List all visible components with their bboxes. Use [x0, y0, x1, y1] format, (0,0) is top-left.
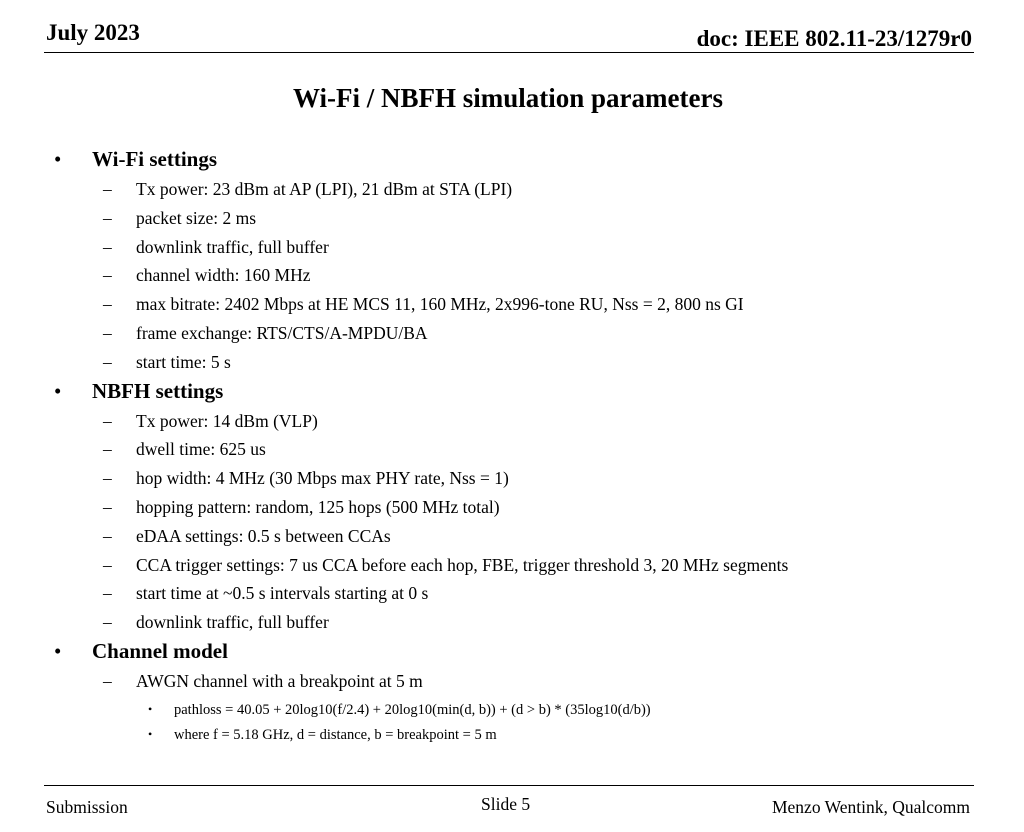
sub-list-item — [0, 723, 1000, 748]
dash-icon: – — [103, 207, 112, 228]
dash-icon: – — [103, 670, 112, 691]
header-date: July 2023 — [46, 20, 140, 45]
dash-icon: – — [103, 439, 112, 460]
sub-list-item — [0, 698, 1000, 723]
dash-icon: – — [103, 179, 112, 199]
list-item-text: AWGN channel with a breakpoint at 5 m — [136, 670, 423, 691]
section-channel-heading — [0, 639, 1000, 669]
list-item-text: Tx power: 14 dBm (VLP) — [136, 410, 318, 431]
list-item — [0, 553, 1000, 582]
bullet-icon: • — [54, 378, 62, 403]
slide-content — [0, 147, 1000, 748]
bullet-icon: • — [148, 701, 153, 716]
list-item — [0, 669, 1000, 698]
list-item — [0, 437, 1000, 466]
list-item — [0, 206, 1000, 235]
dash-icon: – — [103, 468, 112, 489]
list-item — [0, 263, 1000, 292]
list-item — [0, 610, 1000, 639]
section-heading: Channel model — [92, 638, 228, 663]
list-item-text: Tx power: 23 dBm at AP (LPI), 21 dBm at STA (LPI) — [136, 179, 513, 199]
dash-icon: – — [103, 554, 112, 575]
list-item — [0, 321, 1000, 350]
sub-list-item-text: where f = 5.18 GHz, d = distance, b = breakpoint = 5 m — [174, 726, 497, 743]
header-rule — [44, 52, 974, 53]
dash-icon: – — [103, 612, 112, 633]
list-item-text: downlink traffic, full buffer — [136, 236, 329, 257]
list-item — [0, 409, 1000, 438]
list-item-text: hop width: 4 MHz (30 Mbps max PHY rate, Nss = 1) — [136, 468, 509, 489]
dash-icon: – — [103, 525, 112, 546]
dash-icon: – — [103, 265, 112, 286]
dash-icon: – — [103, 496, 112, 517]
section-heading: Wi-Fi settings — [92, 147, 218, 171]
footer-author: Menzo Wentink, Qualcomm — [771, 797, 970, 817]
list-item-text: channel width: 160 MHz — [136, 265, 311, 286]
list-item — [0, 350, 1000, 379]
list-item — [0, 177, 1000, 206]
list-item — [0, 466, 1000, 495]
dash-icon: – — [103, 294, 112, 315]
list-item-text: max bitrate: 2402 Mbps at HE MCS 11, 160 MHz, 2x996-tone RU, Nss = 2, 800 ns GI — [136, 294, 744, 315]
header-doc-id: doc: IEEE 802.11-23/1279r0 — [696, 26, 972, 51]
list-item-text: hopping pattern: random, 125 hops (500 MHz total) — [136, 496, 500, 517]
list-item — [0, 495, 1000, 524]
section-nbfh-heading — [0, 379, 1000, 409]
section-wifi-heading — [0, 147, 1000, 177]
dash-icon: – — [103, 322, 112, 343]
footer-submission: Submission — [46, 797, 128, 817]
dash-icon: – — [103, 410, 112, 431]
footer-slide-number: Slide 5 — [481, 794, 531, 814]
list-item-text: CCA trigger settings: 7 us CCA before each hop, FBE, trigger threshold 3, 20 MHz segments — [136, 554, 789, 575]
list-item-text: frame exchange: RTS/CTS/A-MPDU/BA — [136, 322, 428, 343]
section-heading: NBFH settings — [92, 378, 224, 403]
dash-icon: – — [103, 351, 112, 372]
bullet-icon: • — [54, 147, 62, 171]
slide-title: Wi-Fi / NBFH simulation parameters — [293, 83, 723, 113]
list-item-text: downlink traffic, full buffer — [136, 612, 329, 633]
list-item — [0, 235, 1000, 264]
list-item-text: dwell time: 625 us — [136, 439, 266, 460]
dash-icon: – — [103, 236, 112, 257]
dash-icon: – — [103, 583, 112, 604]
bullet-icon: • — [148, 726, 153, 741]
list-item — [0, 524, 1000, 553]
bullet-icon: • — [54, 638, 62, 663]
footer-rule — [44, 785, 974, 786]
list-item-text: start time: 5 s — [136, 351, 231, 372]
sub-list-item-text: pathloss = 40.05 + 20log10(f/2.4) + 20log10(min(d, b)) + (d > b) * (35log10(d/b)) — [174, 701, 651, 718]
list-item-text: start time at ~0.5 s intervals starting at 0 s — [136, 583, 429, 604]
list-item-text: packet size: 2 ms — [136, 207, 257, 228]
list-item — [0, 292, 1000, 321]
list-item-text: eDAA settings: 0.5 s between CCAs — [136, 525, 391, 546]
list-item — [0, 581, 1000, 610]
